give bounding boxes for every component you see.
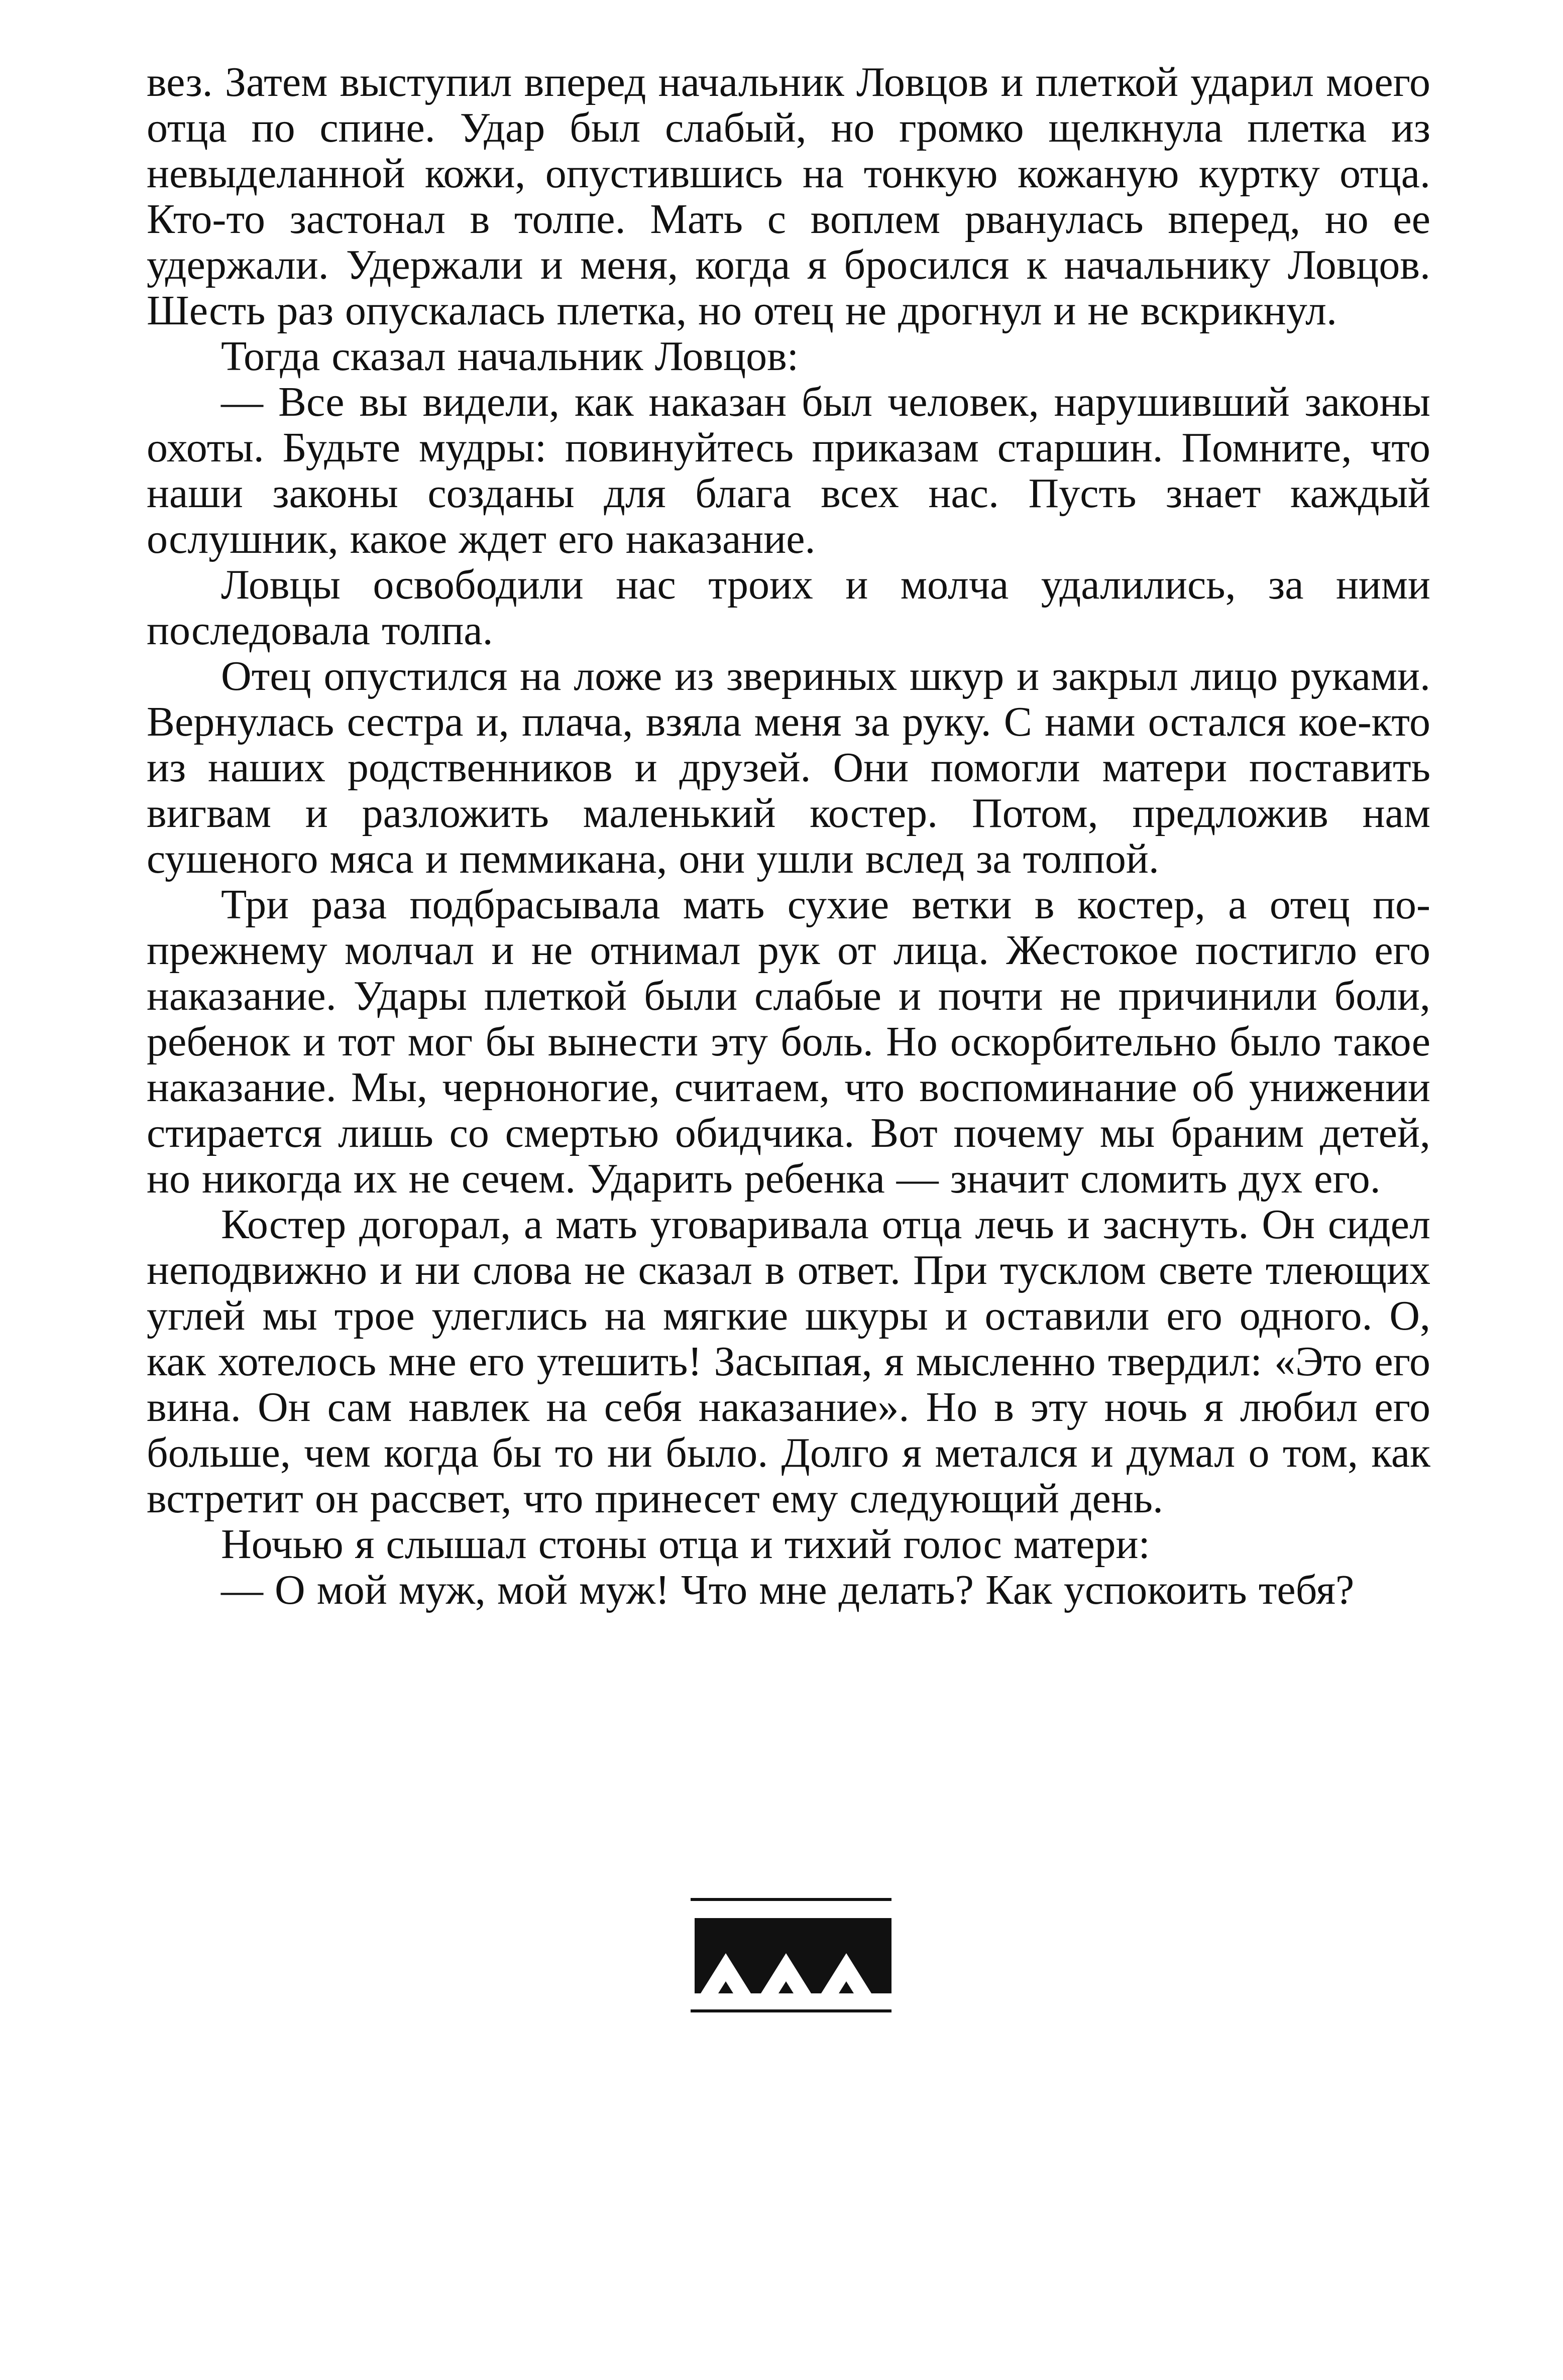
paragraph-9: — О мой муж, мой муж! Что мне делать? Как успокоить тебя? bbox=[221, 1567, 1355, 1613]
paragraph-1: вез. Затем выступил вперед начальник Ловцов и плеткой ударил моего отца по спине. Удар был слабый, но громко щелкнула плетка из невыделанной кожи, опустившись на тонкую кожаную куртку отца. Кто-то застонал в толпе. Мать с воплем рванулась вперед, но ее удержали. Удержали и меня, когда я бросился к начальнику Ловцов. Шесть раз опускалась плетка, но отец не дрогнул и не вскрикнул. bbox=[147, 59, 1430, 334]
paragraph-4: Ловцы освободили нас троих и молча удалились, за ними последовала толпа. bbox=[147, 561, 1430, 654]
paragraph-8: Ночью я слышал стоны отца и тихий голос матери: bbox=[221, 1521, 1150, 1568]
paragraph-5: Отец опустился на ложе из звериных шкур и закрыл лицо руками. Вернулась сестра и, плача, взяла меня за руку. С нами остался кое-кто из наших родственников и друзей. Они помогли матери поставить вигвам и разложить маленький костер. Потом, предложив нам сушеного мяса и пеммикана, они ушли вслед за толпой. bbox=[147, 653, 1430, 882]
triangle-border-ornament-icon bbox=[691, 1893, 891, 2018]
paragraph-6: Три раза подбрасывала мать сухие ветки в костер, а отец по-прежнему молчал и не отнимал рук от лица. Жестокое постигло его наказание. Удары плеткой были слабые и почти не причинили боли, ребенок и тот мог бы вынести эту боль. Но оскорбительно было такое наказание. Мы, черноногие, считаем, что воспоминание об унижении стирается лишь со смертью обидчика. Вот почему мы браним детей, но никогда их не сечем. Ударить ребенка — значит сломить дух его. bbox=[147, 881, 1430, 1202]
paragraph-3: — Все вы видели, как наказан был человек, нарушивший законы охоты. Будьте мудры: повинуйтесь приказам старшин. Помните, что наши законы созданы для блага всех нас. Пусть знает каждый ослушник, какое ждет его наказание. bbox=[147, 379, 1430, 562]
body-text bbox=[147, 59, 1430, 1613]
paragraph-2: Тогда сказал начальник Ловцов: bbox=[221, 333, 799, 380]
paragraph-7: Костер догорал, а мать уговаривала отца лечь и заснуть. Он сидел неподвижно и ни слова не сказал в ответ. При тусклом свете тлеющих углей мы трое улеглись на мягкие шкуры и оставили его одного. О, как хотелось мне его утешить! Засыпая, я мысленно твердил: «Это его вина. Он сам навлек на себя наказание». Но в эту ночь я любил его больше, чем когда бы то ни было. Долго я метался и думал о том, как встретит он рассвет, что принесет ему следующий день. bbox=[147, 1201, 1430, 1522]
